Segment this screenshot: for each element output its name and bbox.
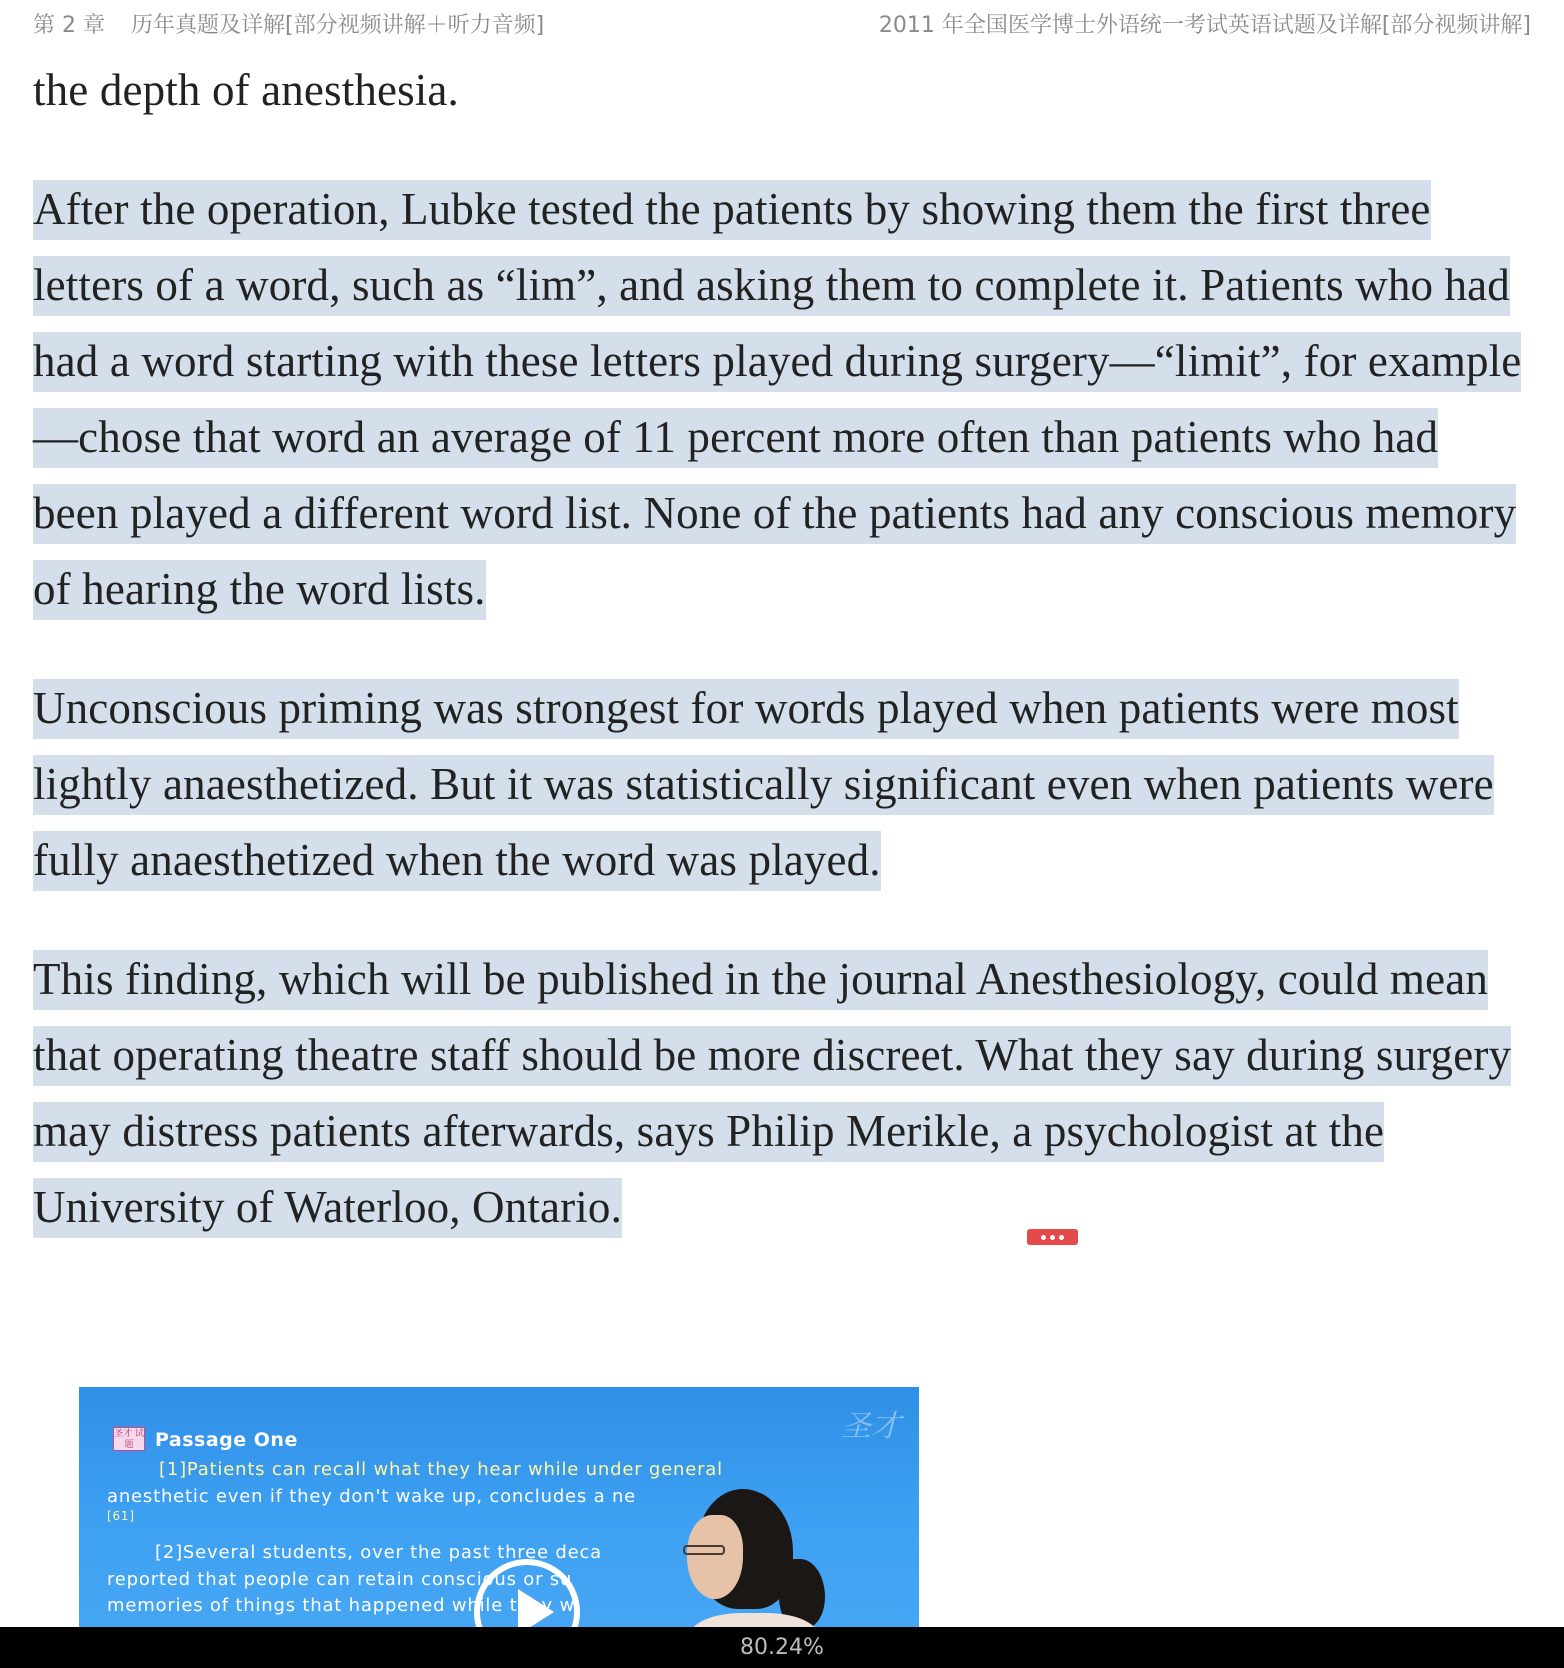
video-text-line: memories of things that happened while they w — [107, 1595, 576, 1616]
video-passage-title: Passage One — [155, 1429, 298, 1451]
book-title: 2011 年全国医学博士外语统一考试英语试题及详解[部分视频讲解] — [878, 13, 1531, 38]
badge-icon: 圣才 试题 — [114, 1429, 144, 1450]
highlight-text[interactable]: Unconscious priming was strongest for words played when patients were most lightly anaesthetized. But it was statistically significant even when patients were fully anaesthetized when the word was played. — [33, 679, 1494, 891]
dot — [1050, 1235, 1055, 1240]
dot — [1059, 1235, 1064, 1240]
presenter-figure — [679, 1487, 829, 1627]
video-text-line: anesthetic even if they don't wake up, concludes a ne — [107, 1486, 637, 1507]
video-player[interactable] — [79, 1387, 919, 1627]
presenter-glasses — [683, 1545, 725, 1555]
highlighted-paragraph[interactable] — [33, 171, 1533, 627]
video-text-line: [1]Patients can recall what they hear while under general — [159, 1459, 723, 1480]
highlighted-paragraph[interactable] — [33, 941, 1533, 1245]
brand-logo: 圣才 — [841, 1409, 901, 1444]
video-text-line: [2]Several students, over the past three deca — [155, 1542, 603, 1563]
paragraph[interactable] — [33, 52, 1533, 128]
reading-progress-bar — [0, 1627, 1564, 1668]
paragraph-text[interactable]: the depth of anesthesia. — [33, 65, 459, 115]
dot — [1041, 1235, 1046, 1240]
section-label: 历年真题及详解[部分视频讲解＋听力音频] — [130, 13, 545, 38]
chapter-label: 第 2 章 — [33, 13, 105, 38]
presenter-face — [687, 1515, 743, 1599]
more-options-icon[interactable] — [1027, 1229, 1078, 1245]
video-text-line: [61] — [107, 1509, 135, 1523]
highlighted-paragraph[interactable] — [33, 670, 1533, 898]
reader-header — [0, 8, 1564, 40]
video-text-line: reported that people can retain conscious or su — [107, 1569, 573, 1590]
highlight-text[interactable]: This finding, which will be published in the journal Anesthesiology, could mean that operating theatre staff should be more discreet. What they say during surgery may distress patients afterwards, says Philip Merikle, a psychologist at the University of Waterloo, Ontario. — [33, 950, 1511, 1238]
chapter-breadcrumb — [33, 8, 544, 39]
highlight-text[interactable]: After the operation, Lubke tested the patients by showing them the first three letters of a word, such as “lim”, and asking them to complete it. Patients who had had a word starting with these letters played during surgery—“limit”, for example—chose that word an average of 11 percent more often than patients who had been played a different word list. None of the patients had any conscious memory of hearing the word lists. — [33, 180, 1521, 620]
reading-progress-percent: 80.24% — [740, 1635, 824, 1660]
play-icon — [518, 1589, 554, 1627]
reading-content[interactable] — [33, 52, 1533, 1245]
